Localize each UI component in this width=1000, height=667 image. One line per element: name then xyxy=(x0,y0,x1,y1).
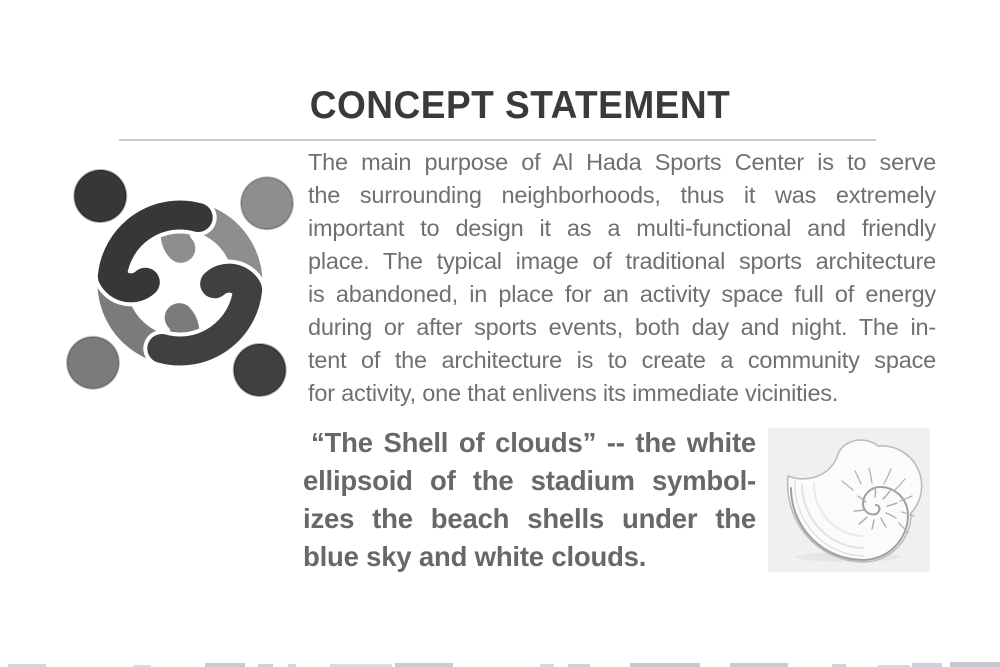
shell-of-clouds-quote xyxy=(303,424,756,576)
nautilus-shell-illustration xyxy=(768,428,930,572)
concept-paragraph xyxy=(308,146,936,410)
nautilus-shell-image xyxy=(768,428,930,572)
cutoff-fragment xyxy=(912,663,942,667)
cutoff-fragment xyxy=(205,663,245,667)
cutoff-fragment xyxy=(395,663,453,667)
bottom-cutoff-fragments xyxy=(0,661,1000,667)
paragraph-line: the surrounding neighborhoods, thus it was extremely xyxy=(308,182,936,208)
cutoff-fragment xyxy=(630,663,700,667)
paragraph-line: is abandoned, in place for an activity space full of energy xyxy=(308,281,936,307)
paragraph-line: during or after sports events, both day and night. The in- xyxy=(308,314,936,340)
quote-line: “The Shell of clouds” -- the white xyxy=(311,427,756,458)
paragraph-line: tent of the architecture is to create a community space xyxy=(308,347,936,373)
page-title: CONCEPT STATEMENT xyxy=(309,84,731,127)
quote-line: ellipsoid of the stadium symbol- xyxy=(303,465,756,496)
cutoff-fragment xyxy=(730,663,788,667)
community-people-circle-logo xyxy=(55,158,305,408)
title-divider-line xyxy=(119,139,876,141)
paragraph-line: important to design it as a multi-functional and friendly xyxy=(308,215,936,241)
paragraph-line: The main purpose of Al Hada Sports Center is to serve xyxy=(308,149,936,175)
people-circle-icon xyxy=(55,158,305,408)
quote-line: izes the beach shells under the xyxy=(303,503,756,534)
paragraph-line: for activity, one that enlivens its immediate vicinities. xyxy=(308,380,839,406)
paragraph-line: place. The typical image of traditional sports architecture xyxy=(308,248,936,274)
cutoff-fragment xyxy=(950,662,1000,667)
quote-line: blue sky and white clouds. xyxy=(303,541,647,572)
